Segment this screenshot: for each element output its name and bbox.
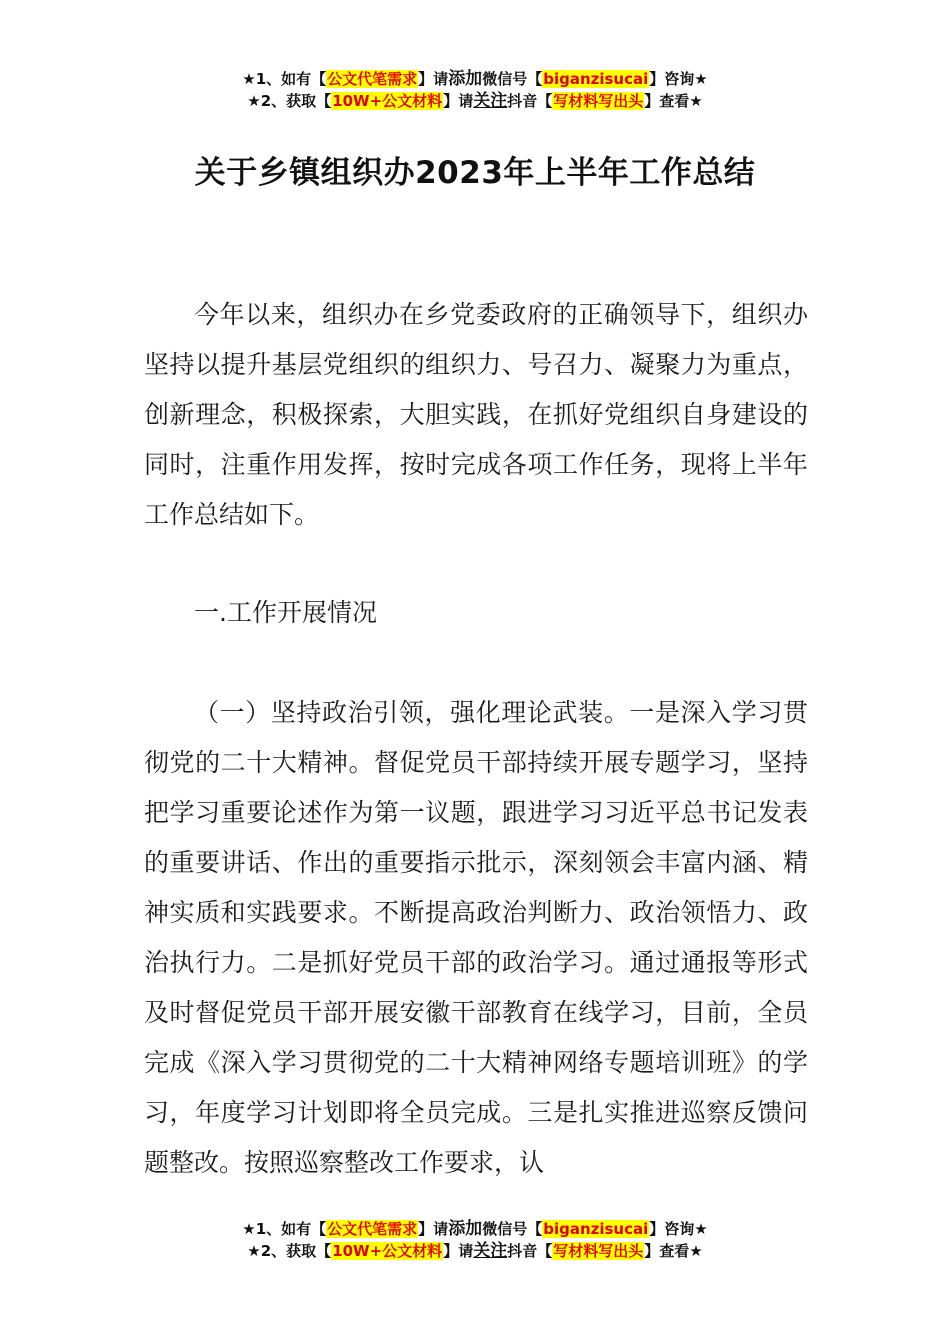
banner-text: ★2、获取【 [247,1242,332,1260]
banner-douyin-id: 写材料写出头 [553,92,644,110]
footer-banner [0,1218,950,1262]
banner-emphasis: 关注 [473,91,508,111]
banner-wechat-id: biganzisucai [543,1220,649,1238]
intro-paragraph: 今年以来，组织办在乡党委政府的正确领导下，组织办坚持以提升基层党组织的组织力、号召力、凝聚力为重点，创新理念，积极探索，大胆实践，在抓好党组织自身建设的同时，注重作用发挥，按时完成各项工作任务，现将上半年工作总结如下。 [144,300,808,529]
banner-line-1 [0,68,950,90]
banner-text: 抖音【 [507,1242,553,1260]
banner-wechat-id: biganzisucai [543,70,649,88]
banner-text: 】查看★ [644,1242,703,1260]
banner-text: ★2、获取【 [247,92,332,110]
banner-text: 】咨询★ [649,70,708,88]
section-heading: 一.工作开展情况 [194,598,377,627]
header-banner [0,68,950,112]
document-title: 关于乡镇组织办2023年上半年工作总结 [194,155,756,191]
banner-douyin-id: 写材料写出头 [553,1242,644,1260]
banner-highlight: 10W+公文材料 [332,1242,443,1260]
banner-line-2 [0,1240,950,1262]
banner-text: 微信号【 [482,1220,543,1238]
banner-highlight: 公文代笔需求 [327,70,418,88]
banner-text: 】请 [443,1242,474,1260]
banner-text: 】请 [418,1220,449,1238]
banner-text: 】请 [418,70,449,88]
banner-text: 】查看★ [644,92,703,110]
banner-text: ★1、如有【 [242,70,327,88]
banner-text: 】请 [443,92,474,110]
banner-text: 抖音【 [507,92,553,110]
banner-highlight: 10W+公文材料 [332,92,443,110]
banner-highlight: 公文代笔需求 [327,1220,418,1238]
section-paragraph: （一）坚持政治引领，强化理论武装。一是深入学习贯彻党的二十大精神。督促党员干部持续开展专题学习，坚持把学习重要论述作为第一议题，跟进学习习近平总书记发表的重要讲话、作出的重要指示批示，深刻领会丰富内涵、精神实质和实践要求。不断提高政治判断力、政治领悟力、政治执行力。二是抓好党员干部的政治学习。通过通报等形式及时督促党员干部开展安徽干部教育在线学习，目前，全员完成《深入学习贯彻党的二十大精神网络专题培训班》的学习，年度学习计划即将全员完成。三是扎实推进巡察反馈问题整改。按照巡察整改工作要求，认 [144,698,808,1177]
banner-emphasis: 添加 [448,1219,483,1239]
banner-emphasis: 关注 [473,1241,508,1261]
banner-emphasis: 添加 [448,69,483,89]
banner-text: 微信号【 [482,70,543,88]
banner-line-1 [0,1218,950,1240]
banner-text: 】咨询★ [649,1220,708,1238]
banner-text: ★1、如有【 [242,1220,327,1238]
banner-line-2 [0,90,950,112]
